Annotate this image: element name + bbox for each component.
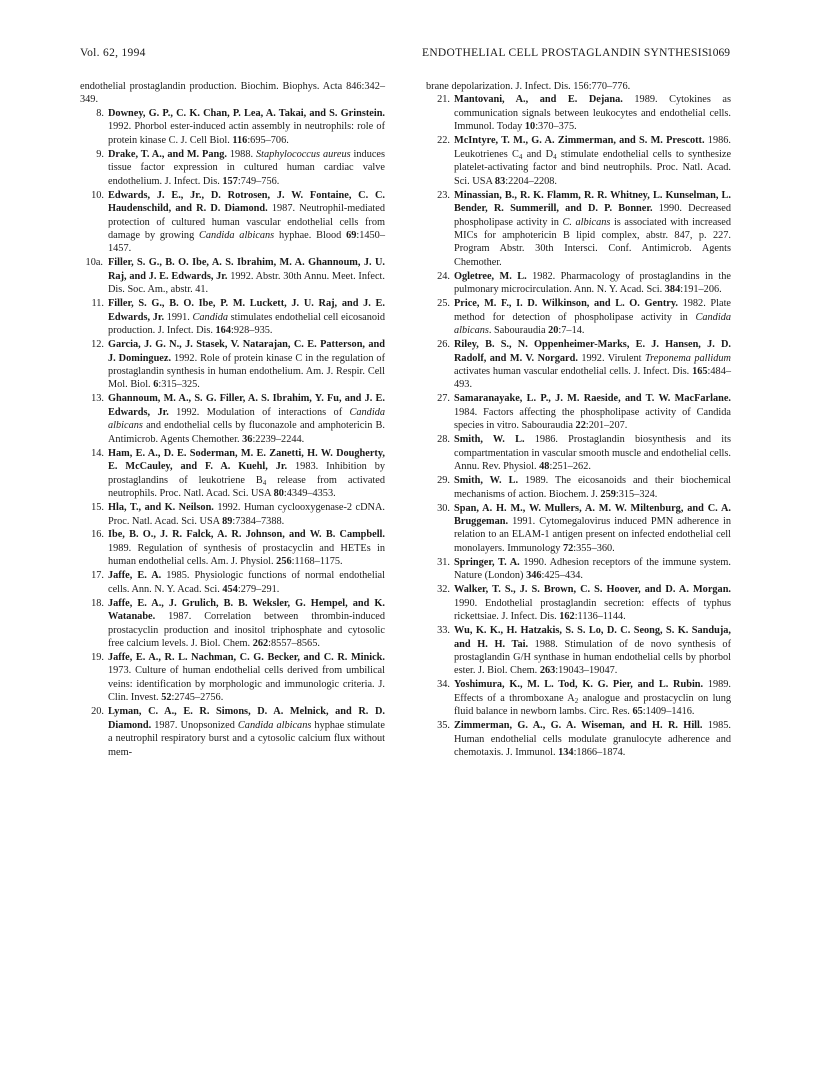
reference-authors: Downey, G. P., C. K. Chan, P. Lea, A. Takai, and S. Grinstein. bbox=[108, 107, 385, 119]
reference-pages: :1409–1416. bbox=[642, 706, 695, 718]
reference-text: 1986. Leukotrienes C bbox=[454, 135, 731, 160]
reference-volume: 6 bbox=[153, 379, 159, 391]
reference-pages: :695–706. bbox=[247, 134, 289, 146]
reference-authors: Jaffe, E. A., J. Grulich, B. B. Weksler, G. Hempel, and K. Watanabe. bbox=[108, 597, 385, 623]
reference-volume: 36 bbox=[242, 433, 253, 445]
reference-pages: :1866–1874. bbox=[573, 747, 626, 759]
reference-number: 10. bbox=[91, 189, 104, 201]
reference-authors: Edwards, J. E., Jr., D. Rotrosen, J. W. Fontaine, C. C. Haudenschild, and R. D. Diamond. bbox=[108, 189, 385, 215]
running-header bbox=[80, 47, 730, 67]
reference-subscript: 4 bbox=[553, 152, 557, 161]
reference-authors: Ibe, B. O., J. R. Falck, A. R. Johnson, and W. B. Campbell. bbox=[108, 529, 385, 541]
reference-authors: Riley, B. S., N. Oppenheimer-Marks, E. J. Hansen, J. D. Radolf, and M. V. Norgard. bbox=[454, 339, 731, 364]
reference-text: hyphae. Blood bbox=[274, 229, 347, 241]
reference-text: and endothelial cells by fluconazole and amphotericin B. Antimicrob. Agents Chemother. bbox=[108, 420, 385, 445]
reference-number: 19. bbox=[91, 652, 104, 664]
reference-number: 9. bbox=[96, 148, 104, 160]
reference-text: 1987. Unopsonized bbox=[151, 719, 238, 731]
reference-authors: Lyman, C. A., E. R. Simons, D. A. Melnick, and R. D. Diamond. bbox=[108, 706, 385, 731]
reference-pages: :425–434. bbox=[541, 570, 583, 582]
reference-pages: :928–935. bbox=[230, 325, 273, 337]
reference-text: 1982. Pharmacology of prostaglandins in the pulmonary microcirculation. Ann. N. Y. Acad. Sci. bbox=[454, 270, 731, 296]
reference-number: 20. bbox=[91, 706, 104, 718]
reference-pages: :251–262. bbox=[549, 461, 591, 473]
reference-text: 1988. Stimulation of de novo synthesis of prostaglandin G/H synthase in human endothelial cells by phorbol ester. J. Biol. Chem. bbox=[454, 638, 731, 677]
reference-text: 1990. Decreased phospholipase activity in bbox=[454, 203, 731, 228]
reference-text: 1991. Cytomegalovirus induced PMN adherence in relation to an ELAM-1 antigen present on infected endothelial cell monolayers. Immunology bbox=[454, 516, 731, 554]
reference-text: 1987. Correlation between thrombin-induced prostacyclin production and inositol triphosphate and cytosolic free calcium levels. J. Biol. Chem. bbox=[108, 611, 385, 650]
reference-authors: Garcia, J. G. N., J. Stasek, V. Natarajan, C. E. Patterson, and J. Dominguez. bbox=[108, 339, 385, 364]
reference-pages: :2239–2244. bbox=[252, 433, 305, 445]
reference-entry bbox=[426, 93, 731, 133]
reference-authors: Samaranayake, L. P., J. M. Raeside, and T. W. MacFarlane. bbox=[454, 393, 731, 405]
reference-authors: Filler, S. G., B. O. Ibe, P. M. Luckett, J. U. Raj, and J. E. Edwards, Jr. bbox=[108, 298, 385, 323]
reference-pages: :4349–4353. bbox=[283, 488, 336, 500]
reference-text: 1992. Phorbol ester-induced actin assembly in neutrophils: role of protein kinase C. J. Cell Biol. bbox=[108, 121, 385, 146]
reference-volume: 89 bbox=[222, 515, 233, 527]
reference-authors: Jaffe, E. A. bbox=[108, 570, 162, 582]
reference-number: 18. bbox=[91, 597, 104, 609]
reference-entry bbox=[80, 338, 385, 392]
reference-number: 26. bbox=[437, 339, 450, 351]
reference-number: 28. bbox=[437, 434, 450, 446]
reference-number: 25. bbox=[437, 298, 450, 310]
reference-number: 31. bbox=[437, 556, 450, 568]
reference-volume: 263 bbox=[539, 665, 556, 677]
reference-text: 1982. Plate method for detection of phospholipase activity in bbox=[454, 298, 731, 323]
reference-text: 1987. Neutrophil-mediated protection of cultured human vascular endothelial cells from damage by growing bbox=[108, 203, 385, 241]
reference-volume: 256 bbox=[276, 556, 292, 568]
reference-entry bbox=[426, 392, 731, 432]
reference-pages: :191–206. bbox=[680, 284, 722, 296]
reference-pages: :7384–7388. bbox=[232, 515, 285, 527]
references-left-column bbox=[80, 80, 385, 760]
reference-text: 1989. Regulation of synthesis of prostacyclin and HETEs in human endothelial cells. Am. J. Physiol. bbox=[108, 542, 385, 568]
reference-authors: Ghannoum, M. A., S. G. Filler, A. S. Ibrahim, Y. Fu, and J. E. Edwards, Jr. bbox=[108, 393, 385, 418]
reference-entry bbox=[426, 433, 731, 473]
reference-volume: 69 bbox=[346, 229, 357, 241]
reference-entry bbox=[426, 189, 731, 270]
reference-authors: McIntyre, T. M., G. A. Zimmerman, and S. M. Prescott. bbox=[454, 135, 705, 147]
reference-volume: 384 bbox=[664, 284, 681, 296]
reference-number: 22. bbox=[437, 135, 450, 147]
reference-authors: Ham, E. A., D. E. Soderman, M. E. Zanetti, H. W. Dougherty, E. McCauley, and F. A. Kuehl, Jr. bbox=[108, 447, 385, 473]
reference-volume: 162 bbox=[559, 611, 575, 623]
reference-entry bbox=[80, 189, 385, 256]
reference-pages: :7–14. bbox=[558, 325, 585, 337]
reference-text: 1984. Factors affecting the phospholipase activity of Candida species in vitro. Sabouraudia bbox=[454, 406, 731, 432]
reference-number: 33. bbox=[437, 625, 450, 637]
page-number: 1069 bbox=[707, 47, 730, 59]
reference-text: 1986. Prostaglandin biosynthesis and its compartmentation in vascular smooth muscle and endothelial cells. Annu. Rev. Physiol. bbox=[454, 434, 731, 473]
reference-number: 29. bbox=[437, 475, 450, 487]
reference-text: 1985. Physiologic functions of normal endothelial cells. Ann. N. Y. Acad. Sci. bbox=[108, 570, 385, 595]
reference-volume: 22 bbox=[575, 420, 586, 432]
reference-authors: Drake, T. A., and M. Pang. bbox=[108, 148, 227, 160]
reference-entry bbox=[426, 719, 731, 759]
reference-entry bbox=[80, 569, 385, 596]
reference-text: is associated with increased MICs for amphotericin B lipid complex, abstr. 847, p. 227. Program Abstr. 30th Intersci. Conf. Antimicrob. Agents Chemother. bbox=[454, 216, 731, 268]
reference-authors: Jaffe, E. A., R. L. Nachman, C. G. Becker, and C. R. Minick. bbox=[108, 652, 385, 664]
reference-volume: 83 bbox=[494, 175, 506, 187]
reference-text: analogue and prostacyclin on lung fluid balance in newborn lambs. Circ. Res. bbox=[454, 692, 731, 718]
reference-text: release from activated neutrophils. Proc. Natl. Acad. Sci. USA bbox=[108, 474, 385, 500]
reference-number: 14. bbox=[91, 447, 104, 459]
reference-number: 16. bbox=[91, 529, 104, 541]
reference-volume: 454 bbox=[222, 583, 238, 595]
reference-pages: :1168–1175. bbox=[291, 556, 343, 568]
reference-pages: :2204–2208. bbox=[505, 175, 557, 187]
reference-text: 1989. Cytokines as communication signals between leukocytes and endothelial cells. Immunol. Today bbox=[454, 94, 731, 133]
reference-number: 27. bbox=[437, 393, 450, 405]
reference-number: 23. bbox=[437, 189, 450, 201]
reference-volume: 52 bbox=[161, 692, 172, 704]
reference-entry bbox=[80, 447, 385, 501]
reference-authors: Mantovani, A., and E. Dejana. bbox=[454, 94, 623, 106]
reference-text: induces tissue factor expression in cultured human cardiac valve endothelium. J. Infect. Dis. bbox=[108, 148, 385, 187]
reference-pages: :201–207. bbox=[585, 420, 628, 432]
reference-text: 1988. bbox=[226, 148, 256, 160]
reference-entry bbox=[80, 501, 385, 528]
reference-text: activates human vascular endothelial cells. J. Infect. Dis. bbox=[454, 366, 693, 378]
reference-entry bbox=[80, 528, 385, 568]
reference-authors: Smith, W. L. bbox=[454, 434, 525, 446]
reference-authors: Ogletree, M. L. bbox=[454, 270, 527, 282]
reference-volume: 20 bbox=[548, 325, 559, 337]
reference-text: stimulate endothelial cells to synthesize platelet-activating factor and bind neutrophils. Proc. Natl. Acad. Sci. USA bbox=[454, 148, 732, 187]
reference-number: 12. bbox=[91, 339, 104, 351]
reference-italic: Candida albicans bbox=[237, 719, 312, 731]
reference-pages: :2745–2756. bbox=[171, 692, 224, 704]
reference-pages: :370–375. bbox=[535, 121, 577, 133]
reference-italic: Treponema pallidum bbox=[644, 352, 731, 364]
reference-number: 8. bbox=[96, 107, 104, 119]
reference-number: 15. bbox=[91, 502, 104, 514]
reference-pages: :484–493. bbox=[454, 366, 731, 391]
reference-volume: 262 bbox=[252, 638, 269, 650]
reference-volume: 165 bbox=[692, 366, 708, 378]
reference-text: 1989. Effects of a thromboxane A bbox=[454, 679, 731, 704]
reference-authors: Yoshimura, K., M. L. Tod, K. G. Pier, and L. Rubin. bbox=[454, 679, 704, 691]
reference-authors: Zimmerman, G. A., G. A. Wiseman, and H. R. Hill. bbox=[454, 720, 703, 732]
reference-authors: Wu, K. K., H. Hatzakis, S. S. Lo, D. C. Seong, S. K. Sanduja, and H. H. Tai. bbox=[454, 625, 731, 650]
reference-subscript: 4 bbox=[518, 152, 523, 161]
reference-entry bbox=[426, 297, 731, 337]
reference-entry bbox=[426, 583, 731, 623]
reference-entry bbox=[80, 597, 385, 651]
reference-authors: Hla, T., and K. Neilson. bbox=[108, 502, 214, 514]
reference-text: 1989. The eicosanoids and their biochemical mechanisms of action. Biochem. J. bbox=[454, 475, 732, 500]
reference-text: 1992. Virulent bbox=[577, 352, 645, 364]
reference-number: 24. bbox=[437, 270, 450, 282]
reference-authors: Springer, T. A. bbox=[454, 556, 520, 568]
reference-entry bbox=[80, 256, 385, 296]
reference-number: 11. bbox=[91, 298, 104, 310]
reference-text: hyphae stimulate a neutrophil respiratory burst and a cytosolic calcium flux without mem- bbox=[108, 719, 385, 758]
reference-number: 10a. bbox=[85, 257, 103, 269]
reference-subscript: 4 bbox=[262, 478, 267, 487]
reference-volume: 157 bbox=[222, 175, 238, 187]
reference-continuation: endothelial prostaglandin production. Biochim. Biophys. Acta 846:342–349. bbox=[80, 81, 385, 106]
reference-pages: :19043–19047. bbox=[555, 665, 618, 677]
reference-text: 1990. Adhesion receptors of the immune system. Nature (London) bbox=[454, 556, 731, 582]
reference-volume: 10 bbox=[524, 121, 536, 133]
reference-text: . Sabouraudia bbox=[488, 325, 549, 337]
reference-authors: Walker, T. S., J. S. Brown, C. S. Hoover, and D. A. Morgan. bbox=[454, 584, 731, 596]
reference-italic: Candida bbox=[192, 311, 229, 323]
reference-entry bbox=[426, 556, 731, 583]
reference-pages: :355–360. bbox=[573, 542, 615, 554]
reference-number: 21. bbox=[437, 94, 450, 106]
reference-text: 1973. Culture of human endothelial cells derived from umbilical veins: identification by morphologic and immunologic criteria. J. Clin. Invest. bbox=[108, 665, 385, 704]
reference-volume: 346 bbox=[526, 570, 542, 582]
reference-number: 13. bbox=[91, 393, 104, 405]
reference-authors: Price, M. F., I. D. Wilkinson, and L. O. Gentry. bbox=[454, 298, 678, 310]
reference-entry bbox=[80, 297, 385, 337]
reference-entry bbox=[426, 134, 731, 188]
reference-pages: :1450–1457. bbox=[108, 229, 385, 255]
reference-pages: :749–756. bbox=[237, 175, 280, 187]
reference-volume: 72 bbox=[562, 542, 574, 554]
reference-volume: 65 bbox=[632, 706, 643, 718]
reference-text: 1992. Human cyclooxygenase-2 cDNA. Proc. Natl. Acad. Sci. USA bbox=[108, 502, 385, 527]
journal-volume: Vol. 62, 1994 bbox=[80, 47, 146, 59]
reference-text: 1992. Modulation of interactions of bbox=[168, 406, 350, 418]
reference-number: 17. bbox=[91, 570, 104, 582]
reference-number: 34. bbox=[437, 679, 450, 691]
reference-entry bbox=[426, 474, 731, 501]
reference-volume: 164 bbox=[215, 325, 231, 337]
reference-text: 1992. Role of protein kinase C in the regulation of prostaglandin synthesis in human endothelium. Am. J. Respir. Cell Mol. Biol. bbox=[108, 352, 385, 391]
reference-authors: Smith, W. L. bbox=[454, 475, 519, 487]
reference-pages: :1136–1144. bbox=[574, 611, 626, 623]
reference-pages: :279–291. bbox=[237, 583, 280, 595]
reference-text: 1983. Inhibition by prostaglandins of leukotriene B bbox=[108, 461, 385, 486]
reference-text: 1991. bbox=[164, 311, 193, 323]
reference-italic: Staphylococcus aureus bbox=[255, 148, 351, 160]
running-title: ENDOTHELIAL CELL PROSTAGLANDIN SYNTHESIS bbox=[422, 47, 709, 59]
reference-number: 32. bbox=[437, 584, 450, 596]
reference-entry bbox=[426, 624, 731, 678]
reference-volume: 134 bbox=[558, 747, 574, 759]
reference-italic: Candida albicans bbox=[454, 311, 731, 337]
reference-pages: :315–325. bbox=[158, 379, 200, 391]
reference-continuation: brane depolarization. J. Infect. Dis. 156:770–776. bbox=[426, 81, 631, 92]
reference-pages: :315–324. bbox=[615, 488, 658, 500]
reference-authors: Filler, S. G., B. O. Ibe, A. S. Ibrahim, M. A. Ghannoum, J. U. Raj, and J. E. Edwards, Jr. bbox=[108, 257, 385, 282]
reference-entry bbox=[80, 107, 385, 147]
reference-authors: Minassian, B., R. K. Flamm, R. R. Whitney, L. Kunselman, L. Bender, R. Summerill, and D. P. Bonner. bbox=[454, 189, 731, 215]
reference-text: 1990. Endothelial prostaglandin secretion: effects of typhus rickettsiae. J. Infect. Dis. bbox=[454, 597, 731, 623]
reference-text: 1985. Human endothelial cells modulate granulocyte adherence and chemotaxis. J. Immunol. bbox=[454, 720, 731, 759]
reference-volume: 80 bbox=[273, 488, 284, 500]
reference-volume: 259 bbox=[600, 488, 616, 500]
reference-entry bbox=[426, 502, 731, 556]
reference-number: 30. bbox=[437, 502, 450, 514]
reference-entry bbox=[80, 705, 385, 759]
reference-italic: Candida albicans bbox=[199, 229, 275, 241]
reference-italic: C. albicans bbox=[562, 216, 611, 228]
reference-text: 1992. Abstr. 30th Annu. Meet. Infect. Dis. Soc. Am., abstr. 41. bbox=[108, 270, 385, 296]
reference-authors: Span, A. H. M., W. Mullers, A. M. W. Miltenburg, and C. A. Bruggeman. bbox=[454, 502, 731, 527]
reference-text: and D bbox=[522, 148, 554, 160]
reference-pages: :8557–8565. bbox=[268, 638, 320, 650]
reference-text: stimulates endothelial cell eicosanoid production. J. Infect. Dis. bbox=[108, 311, 385, 337]
reference-volume: 116 bbox=[232, 134, 248, 146]
reference-subscript: 2 bbox=[574, 696, 579, 705]
reference-entry bbox=[426, 678, 731, 718]
reference-entry bbox=[80, 651, 385, 705]
reference-volume: 48 bbox=[539, 461, 550, 473]
reference-number: 35. bbox=[437, 720, 450, 732]
reference-entry bbox=[426, 270, 731, 297]
references-right-column bbox=[426, 80, 731, 760]
reference-entry bbox=[80, 148, 385, 188]
reference-entry bbox=[426, 338, 731, 392]
reference-entry bbox=[80, 392, 385, 446]
reference-italic: Candida albicans bbox=[108, 406, 385, 432]
